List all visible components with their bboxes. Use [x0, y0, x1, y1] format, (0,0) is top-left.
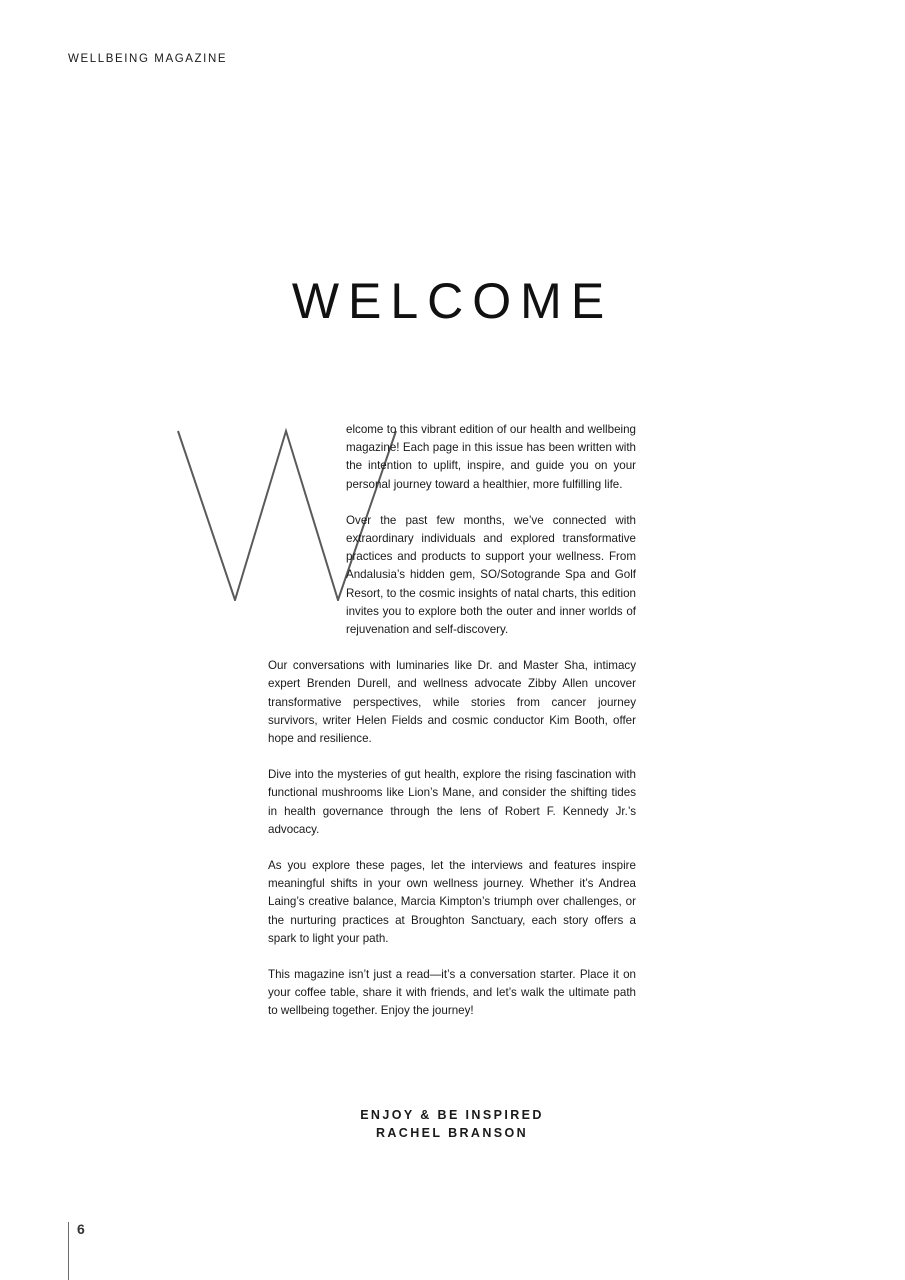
article-paragraph: elcome to this vibrant edition of our health and wellbeing magazine! Each page in this issue has been written with the intention to uplift, inspire, and guide you on your personal journey toward a healthier, more fulfilling life.: [346, 423, 636, 491]
article-paragraph: Over the past few months, we’ve connected with extraordinary individuals and explored transformative practices and products to support your wellness. From Andalusia’s hidden gem, SO/Sotogrande Spa and Golf Resort, to the cosmic insights of natal charts, this edition invites you to explore both the outer and inner worlds of rejuvenation and self-discovery.: [346, 513, 636, 637]
page-number-rule: [68, 1222, 69, 1280]
author-name: RACHEL BRANSON: [375, 1126, 529, 1140]
article-paragraph: Dive into the mysteries of gut health, explore the rising fascination with functional mushrooms like Lion’s Mane, and consider the shifting tides in health governance through the lens of Robert F. Kennedy Jr.’s advocacy.: [268, 768, 636, 836]
page-title: WELCOME: [291, 273, 614, 329]
drop-cap-w: [176, 421, 346, 641]
article-paragraph: This magazine isn’t just a read—it’s a conversation starter. Place it on your coffee table, share it with friends, and let’s walk the ultimate path to wellbeing together. Enjoy the journey!: [268, 968, 636, 1018]
magazine-name: WELLBEING MAGAZINE: [68, 53, 228, 65]
page-number: 6: [77, 1221, 85, 1237]
welcome-article: [268, 421, 636, 1039]
article-paragraph: As you explore these pages, let the interviews and features inspire meaningful shifts in your own wellness journey. Whether it’s Andrea Laing’s creative balance, Marcia Kimpton’s triumph over challenges, or the nurturing practices at Broughton Sanctuary, each story offers a spark to light your path.: [268, 859, 636, 945]
signoff: [268, 1106, 636, 1142]
signoff-line: ENJOY & BE INSPIRED: [360, 1108, 544, 1122]
article-paragraph: Our conversations with luminaries like Dr. and Master Sha, intimacy expert Brenden Durell, and wellness advocate Zibby Allen uncover transformative perspectives, while stories from cancer journey survivors, writer Helen Fields and cosmic conductor Kim Booth, offer hope and resilience.: [268, 659, 636, 746]
